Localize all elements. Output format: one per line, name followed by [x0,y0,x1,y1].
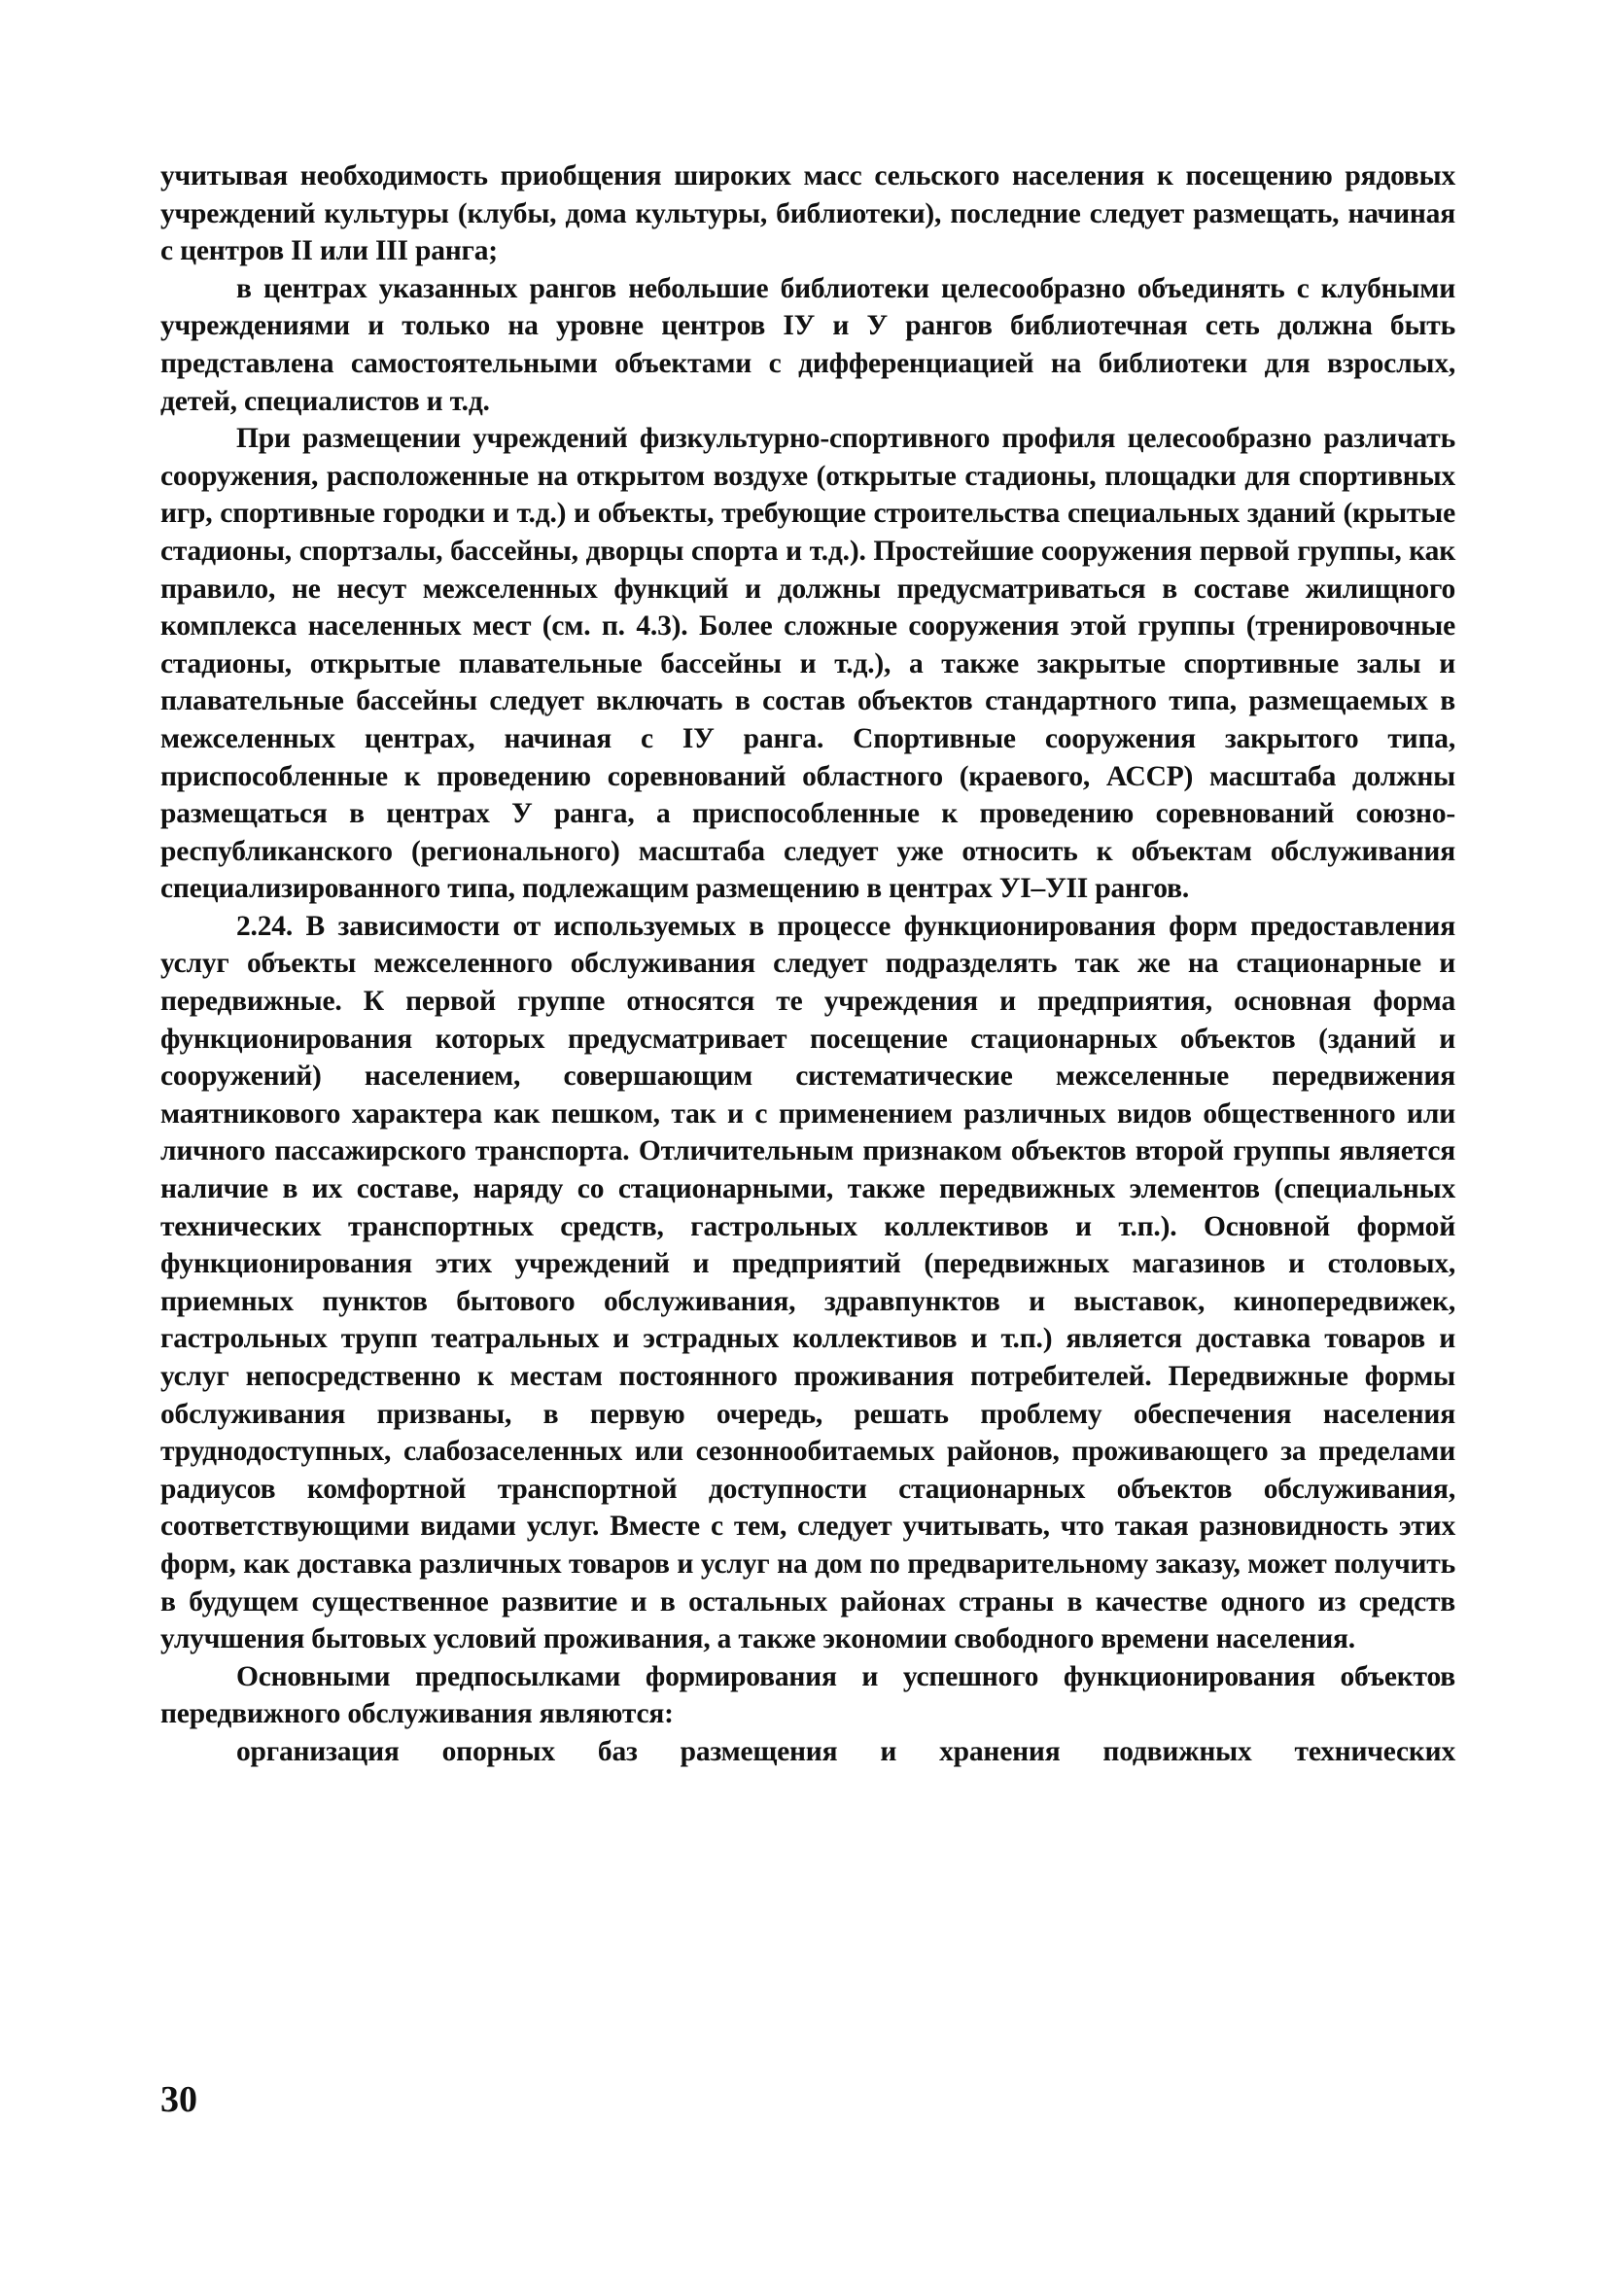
paragraph-5-text: Основными предпосылками формирования и успешного функционирования объектов передвижного обслуживания являются: [160,1660,1455,1730]
paragraph-6 [160,1733,1455,1771]
section-number: 2.24. [236,910,294,942]
paragraph-1-text: учитывая необходимость приобщения широких масс сельского населения к посещению рядовых учреждений культуры (клубы, дома культуры, библиотеки), последние следует размещать, начиная с центров II или III ранга; [160,160,1455,267]
paragraph-1 [160,157,1455,270]
paragraph-2-text: в центрах указанных рангов небольшие библиотеки целесообразно объединять с клубными учреждениями и только на уровне центров IУ и У рангов библиотечная сеть должна быть представлена самостоятельными объектами с дифференциацией на библиотеки для взрослых, детей, специалистов и т.д. [160,272,1455,417]
body-text [160,157,1455,1771]
paragraph-3-text: При размещении учреждений физкультурно-спортивного профиля целесообразно различать сооружения, расположенные на открытом воздухе (открытые стадионы, площадки для спортивных игр, спортивные городки и т.д.) и объекты, требующие строительства специальных зданий (крытые стадионы, спортзалы, бассейны, дворцы спорта и т.д.). Простейшие сооружения первой группы, как правило, не несут межселенных функций и должны предусматриваться в составе жилищного комплекса населенных мест (см. п. 4.3). Более сложные сооружения этой группы (тренировочные стадионы, открытые плавательные бассейны и т.д.), а также закрытые спортивные залы и плавательные бассейны следует включать в состав объектов стандартного типа, размещаемых в межселенных центрах, начиная с IУ ранга. Спортивные сооружения закрытого типа, приспособленные к проведению соревнований областного (краевого, АССР) масштаба должны размещаться в центрах У ранга, а приспособленные к проведению соревнований союзно-республиканского (регионального) масштаба следует уже относить к объектам обслуживания специализированного типа, подлежащим размещению в центрах УI–УII рангов. [160,423,1455,905]
paragraph-5 [160,1658,1455,1733]
paragraph-4 [160,908,1455,1658]
paragraph-3 [160,420,1455,908]
page-number: 30 [160,2079,197,2120]
paragraph-6-text: организация опорных баз размещения и хранения подвижных технических [236,1735,1455,1767]
paragraph-4-text: В зависимости от используемых в процессе функционирования форм предоставления услуг объекты межселенного обслуживания следует подразделять так же на стационарные и передвижные. К первой группе относятся те учреждения и предприятия, основная форма функционирования которых предусматривает посещение стационарных объектов (зданий и сооружений) населением, совершающим систематические межселенные передвижения маятникового характера как пешком, так и с применением различных видов общественного или личного пассажирского транспорта. Отличительным признаком объектов второй группы является наличие в их составе, наряду со стационарными, также передвижных элементов (специальных технических транспортных средств, гастрольных коллективов и т.п.). Основной формой функционирования этих учреждений и предприятий (передвижных магазинов и столовых, приемных пунктов бытового обслуживания, здравпунктов и выставок, кинопередвижек, гастрольных трупп театральных и эстрадных коллективов и т.п.) является доставка товаров и услуг непосредственно к местам постоянного проживания потребителей. Передвижные формы обслуживания призваны, в первую очередь, решать проблему обеспечения населения труднодоступных, слабозаселенных или сезоннообитаемых районов, проживающего за пределами радиусов комфортной транспортной доступности стационарных объектов обслуживания, соответствующими видами услуг. Вместе с тем, следует учитывать, что такая разновидность этих форм, как доставка различных товаров и услуг на дом по предварительному заказу, может получить в будущем существенное развитие и в остальных районах страны в качестве одного из средств улучшения бытовых условий проживания, а также экономии свободного времени населения. [160,910,1455,1655]
paragraph-2 [160,270,1455,420]
